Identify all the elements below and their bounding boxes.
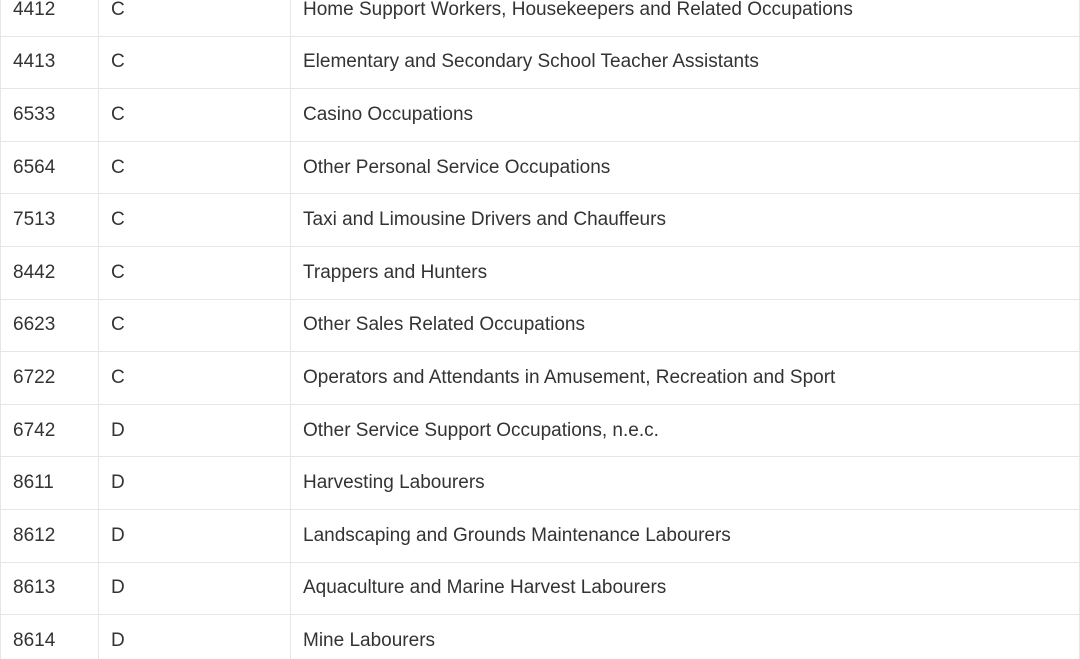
noc-code-cell: 4412 <box>1 0 99 36</box>
occupation-title-cell: Aquaculture and Marine Harvest Labourers <box>303 577 667 599</box>
table-row <box>1 615 1079 659</box>
noc-code-cell: 6722 <box>1 352 99 404</box>
table-row <box>1 247 1079 300</box>
noc-code-cell: 8612 <box>1 510 99 562</box>
table-row <box>1 89 1079 142</box>
skill-level-cell: D <box>99 405 291 457</box>
occupation-title-cell: Home Support Workers, Housekeepers and Related Occupations <box>303 0 853 20</box>
noc-code-cell: 6623 <box>1 300 99 352</box>
noc-code-cell: 6564 <box>1 142 99 194</box>
table-row <box>1 352 1079 405</box>
table-row <box>1 405 1079 458</box>
noc-code-cell: 8614 <box>1 615 99 659</box>
noc-code-cell: 6533 <box>1 89 99 141</box>
occupation-title-cell: Mine Labourers <box>303 629 436 651</box>
occupation-title-cell: Trappers and Hunters <box>303 261 488 283</box>
skill-level-cell: C <box>99 142 291 194</box>
skill-level-cell: C <box>99 194 291 246</box>
noc-code-cell: 8442 <box>1 247 99 299</box>
skill-level-cell: D <box>99 510 291 562</box>
table-row <box>1 563 1079 616</box>
occupation-title-cell: Taxi and Limousine Drivers and Chauffeurs <box>303 209 666 231</box>
table-row <box>1 510 1079 563</box>
table-row <box>1 457 1079 510</box>
table-row <box>1 37 1079 90</box>
skill-level-cell: D <box>99 457 291 509</box>
noc-code-cell: 8611 <box>1 457 99 509</box>
table-row <box>1 142 1079 195</box>
occupation-title-cell: Harvesting Labourers <box>303 472 485 494</box>
skill-level-cell: C <box>99 0 291 36</box>
occupation-title-cell: Landscaping and Grounds Maintenance Labourers <box>303 524 731 546</box>
skill-level-cell: C <box>99 352 291 404</box>
occupation-title-cell: Casino Occupations <box>303 103 474 125</box>
occupation-title-cell: Other Personal Service Occupations <box>303 156 611 178</box>
occupation-title-cell: Operators and Attendants in Amusement, Recreation and Sport <box>303 366 836 388</box>
noc-code-cell: 7513 <box>1 194 99 246</box>
occupation-title-cell: Elementary and Secondary School Teacher Assistants <box>303 51 759 73</box>
occupation-title-cell: Other Sales Related Occupations <box>303 314 585 336</box>
noc-code-cell: 8613 <box>1 563 99 615</box>
occupation-title-cell: Other Service Support Occupations, n.e.c. <box>303 419 659 441</box>
skill-level-cell: C <box>99 89 291 141</box>
skill-level-cell: C <box>99 247 291 299</box>
skill-level-cell: D <box>99 563 291 615</box>
skill-level-cell: C <box>99 37 291 89</box>
skill-level-cell: C <box>99 300 291 352</box>
table-row <box>1 300 1079 353</box>
noc-code-cell: 6742 <box>1 405 99 457</box>
table-row <box>1 194 1079 247</box>
table-row <box>1 0 1079 37</box>
skill-level-cell: D <box>99 615 291 659</box>
noc-code-cell: 4413 <box>1 37 99 89</box>
